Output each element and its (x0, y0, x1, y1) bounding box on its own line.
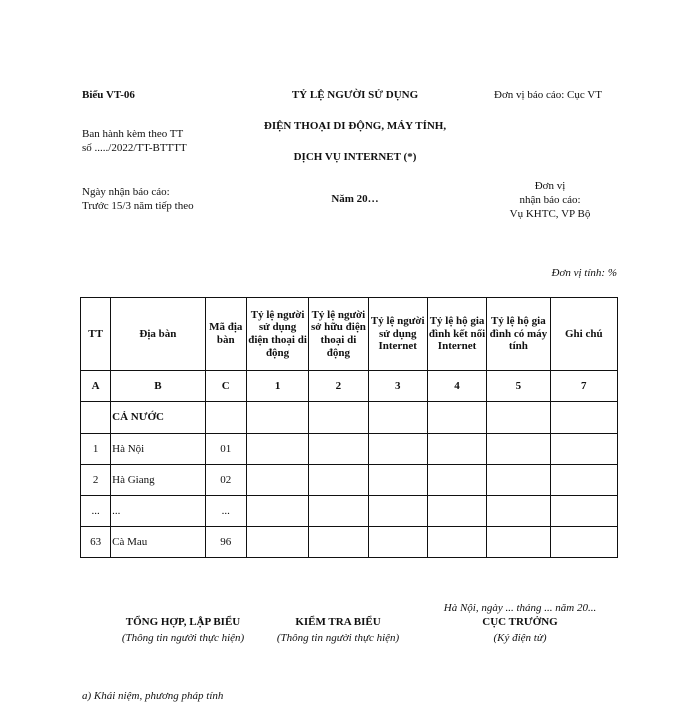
form-code: Biểu VT-06 (82, 89, 135, 101)
col-header-mobile-owners: Tỷ lệ người sở hữu điện thoại di động (309, 298, 368, 371)
title-line1: TỶ LỆ NGƯỜI SỬ DỤNG (291, 89, 419, 101)
code-cell: C (205, 371, 246, 402)
receiving-unit-line2: nhận báo cáo: (519, 194, 581, 206)
row-area: Hà Giang (111, 465, 206, 496)
title-line2: ĐIỆN THOẠI DI ĐỘNG, MÁY TÍNH, (263, 120, 447, 132)
footnote: a) Khái niệm, phương pháp tính (82, 690, 224, 702)
row-code: 02 (205, 465, 246, 496)
row-code: 01 (205, 434, 246, 465)
code-cell: 4 (427, 371, 486, 402)
row-area: Hà Nội (111, 434, 206, 465)
code-cell: 3 (368, 371, 427, 402)
sign-date-line: Hà Nội, ngày ... tháng ... năm 20... (443, 602, 597, 614)
row-tt: ... (81, 496, 111, 527)
code-cell: 1 (246, 371, 308, 402)
col-header-households-computer: Tỷ lệ hộ gia đình có máy tính (487, 298, 550, 371)
row-area: Cà Mau (111, 527, 206, 558)
reporting-unit: Đơn vị báo cáo: Cục VT (494, 89, 602, 101)
table-row (81, 434, 618, 465)
row-tt: 63 (81, 527, 111, 558)
unit-note: Đơn vị tính: % (551, 267, 617, 279)
col-header-mobile-users: Tỷ lệ người sử dụng điện thoại di động (246, 298, 308, 371)
row-code: 96 (205, 527, 246, 558)
row-tt: 2 (81, 465, 111, 496)
issued-with-line2: số ...../2022/TT-BTTTT (82, 142, 187, 154)
director-note: (Ký điện tử) (493, 632, 547, 644)
col-header-internet-users: Tỷ lệ người sử dụng Internet (368, 298, 427, 371)
col-header-notes: Ghi chú (550, 298, 617, 371)
total-row (81, 402, 618, 434)
receive-date-value: Trước 15/3 năm tiếp theo (82, 200, 194, 212)
col-header-area-code: Mã địa bàn (205, 298, 246, 371)
receiving-unit-line3: Vụ KHTC, VP Bộ (509, 208, 591, 220)
checker-note: (Thông tin người thực hiện) (276, 632, 400, 644)
row-area: ... (111, 496, 206, 527)
code-row (81, 371, 618, 402)
code-cell: A (81, 371, 111, 402)
compiler-note: (Thông tin người thực hiện) (121, 632, 245, 644)
code-cell: 2 (309, 371, 368, 402)
issued-with-line1: Ban hành kèm theo TT (82, 128, 184, 140)
code-cell: 5 (487, 371, 550, 402)
report-year: Năm 20… (331, 193, 379, 205)
title-line3: DỊCH VỤ INTERNET (*) (293, 151, 417, 163)
row-code: ... (205, 496, 246, 527)
code-cell: 7 (550, 371, 617, 402)
header-row (81, 298, 618, 371)
col-header-area: Địa bàn (111, 298, 206, 371)
report-table (80, 297, 618, 558)
receiving-unit-line1: Đơn vị (534, 180, 566, 192)
row-tt: 1 (81, 434, 111, 465)
receive-date-label: Ngày nhận báo cáo: (82, 186, 170, 198)
compiler-title: TỔNG HỢP, LẬP BIỂU (125, 616, 241, 628)
col-header-households-internet: Tỷ lệ hộ gia đình kết nối Internet (427, 298, 486, 371)
table-row (81, 527, 618, 558)
table-row (81, 496, 618, 527)
total-label: CẢ NƯỚC (111, 402, 206, 434)
code-cell: B (111, 371, 206, 402)
director-title: CỤC TRƯỞNG (482, 616, 558, 628)
col-header-tt: TT (81, 298, 111, 371)
table-row (81, 465, 618, 496)
checker-title: KIỂM TRA BIỂU (295, 616, 381, 628)
